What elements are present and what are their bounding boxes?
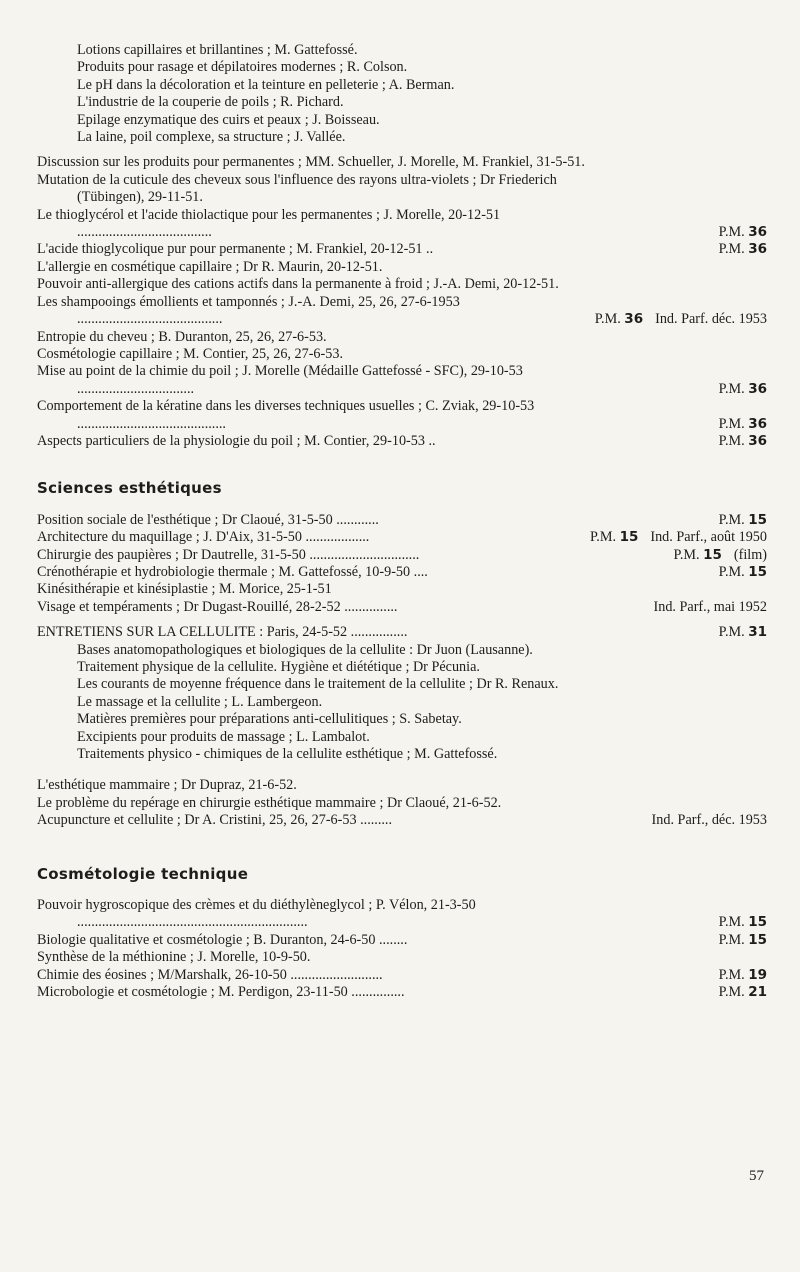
pm-label: P.M.	[718, 563, 749, 580]
entry-text: ENTRETIENS SUR LA CELLULITE : Paris, 24-5-52 ................	[37, 624, 408, 641]
entry-reference	[719, 433, 767, 450]
entry-reference	[719, 381, 767, 398]
entry-text: Acupuncture et cellulite ; Dr A. Cristini, 25, 26, 27-6-53 .........	[37, 812, 393, 829]
index-entry	[77, 659, 767, 676]
index-entry	[77, 112, 767, 129]
entry-text: Chirurgie des paupières ; Dr Dautrelle, 31-5-50 ...............................	[37, 546, 420, 563]
index-entry	[77, 729, 767, 746]
entry-text: Visage et tempéraments ; Dr Dugast-Rouillé, 28-2-52 ...............	[37, 598, 398, 615]
entry-reference	[719, 914, 767, 931]
pm-number: 15	[748, 511, 767, 528]
pm-label: P.M.	[718, 380, 749, 397]
index-entry	[77, 59, 767, 76]
index-entry	[37, 624, 767, 641]
index-entry	[37, 398, 767, 433]
entry-text: Synthèse de la méthionine ; J. Morelle, 10-9-50.	[37, 949, 311, 966]
entry-text: Bases anatomopathologiques et biologiques de la cellulite : Dr Juon (Lausanne).	[77, 641, 533, 658]
index-entry	[37, 547, 767, 564]
entry-reference	[640, 812, 767, 829]
spacer	[37, 616, 767, 624]
spacer	[37, 830, 767, 852]
pm-label: P.M.	[718, 415, 749, 432]
entry-reference	[674, 547, 767, 564]
entry-text: L'acide thioglycolique pur pour permanente ; M. Frankiel, 20-12-51 ..	[37, 241, 434, 258]
section-heading: Sciences esthétiques	[37, 479, 222, 498]
pm-number: 31	[748, 624, 767, 641]
index-entry	[37, 294, 767, 329]
entry-text: Chimie des éosines ; M/Marshalk, 26-10-50 ..........................	[37, 966, 383, 983]
entry-text: Les shampooings émollients et tamponnés ; J.-A. Demi, 25, 26, 27-6-1953 .........................................	[37, 293, 460, 328]
entry-text: Kinésithérapie et kinésiplastie ; M. Morice, 25-1-51	[37, 581, 332, 598]
pm-label: P.M.	[718, 432, 749, 449]
pm-number: 36	[748, 415, 767, 432]
entry-text: Architecture du maquillage ; J. D'Aix, 31-5-50 ..................	[37, 529, 370, 546]
index-entry	[37, 967, 767, 984]
entry-text: Traitements physico - chimiques de la cellulite esthétique ; M. Gattefossé.	[77, 746, 498, 763]
publication-reference: Ind. Parf. déc. 1953	[655, 311, 767, 328]
index-entry	[77, 42, 767, 59]
pm-number: 15	[748, 931, 767, 948]
entry-text: Aspects particuliers de la physiologie du poil ; M. Contier, 29-10-53 ..	[37, 432, 436, 449]
index-entry	[37, 984, 767, 1001]
index-entry	[37, 512, 767, 529]
index-entry	[37, 529, 767, 546]
index-entry	[77, 711, 767, 728]
pm-label: P.M.	[718, 914, 749, 931]
entry-reference	[719, 932, 767, 949]
index-entry	[37, 154, 767, 171]
entry-text: Pouvoir hygroscopique des crèmes et du diéthylèneglycol ; P. Vélon, 21-3-50 .................................................................	[37, 897, 476, 931]
entry-reference	[642, 599, 767, 616]
index-entry	[37, 433, 767, 450]
index-entry	[37, 276, 767, 293]
entry-text: Produits pour rasage et dépilatoires modernes ; R. Colson.	[77, 59, 408, 76]
spacer	[37, 883, 767, 897]
spacer	[37, 852, 767, 866]
pm-number: 15	[703, 546, 722, 563]
entry-text: Mise au point de la chimie du poil ; J. Morelle (Médaille Gattefossé - SFC), 29-10-53 .................................	[37, 363, 523, 397]
entry-text: Les courants de moyenne fréquence dans le traitement de la cellulite ; Dr R. Renaux.	[77, 676, 559, 693]
index-entry	[37, 172, 767, 207]
pm-label: P.M.	[718, 931, 749, 948]
pm-number: 15	[748, 563, 767, 580]
entry-reference	[590, 529, 767, 546]
index-column	[37, 42, 767, 1002]
pm-label: P.M.	[673, 546, 704, 563]
pm-label: P.M.	[718, 624, 749, 641]
pm-label: P.M.	[589, 529, 620, 546]
index-entry	[77, 77, 767, 94]
entry-text: Matières premières pour préparations anti-cellulitiques ; S. Sabetay.	[77, 711, 462, 728]
index-entry	[77, 694, 767, 711]
entry-text: Le massage et la cellulite ; L. Lambergeon.	[77, 693, 323, 710]
index-entry	[37, 346, 767, 363]
pm-label: P.M.	[594, 311, 625, 328]
pm-number: 15	[619, 529, 639, 546]
index-entry	[77, 129, 767, 146]
index-entry	[77, 676, 767, 693]
pm-number: 36	[748, 241, 767, 258]
index-entry	[37, 897, 767, 932]
spacer	[37, 763, 767, 777]
index-entry	[37, 932, 767, 949]
pm-label: P.M.	[718, 511, 749, 528]
index-entry	[37, 329, 767, 346]
entry-text: Comportement de la kératine dans les diverses techniques usuelles ; C. Zviak, 29-10-53 ..........................................	[37, 398, 535, 432]
entry-reference	[719, 984, 767, 1001]
entry-text: Crénothérapie et hydrobiologie thermale ; M. Gattefossé, 10-9-50 ....	[37, 563, 428, 580]
entry-text: Entropie du cheveu ; B. Duranton, 25, 26, 27-6-53.	[37, 328, 327, 345]
spacer	[37, 498, 767, 512]
entry-text: Cosmétologie capillaire ; M. Contier, 25, 26, 27-6-53.	[37, 345, 343, 362]
section-heading: Cosmétologie technique	[37, 864, 249, 883]
index-entry	[37, 564, 767, 581]
index-entry	[77, 746, 767, 763]
entry-reference	[719, 967, 767, 984]
entry-text: Epilage enzymatique des cuirs et peaux ; J. Boisseau.	[77, 111, 380, 128]
index-entry	[37, 599, 767, 616]
entry-text: Microbologie et cosmétologie ; M. Perdigon, 23-11-50 ...............	[37, 984, 405, 1001]
index-entry	[77, 94, 767, 111]
entry-reference	[719, 512, 767, 529]
pm-number: 36	[748, 380, 767, 397]
entry-text: Discussion sur les produits pour permanentes ; MM. Schueller, J. Morelle, M. Frankiel, 31-5-51.	[37, 154, 585, 171]
entry-text: L'industrie de la couperie de poils ; R. Pichard.	[77, 94, 344, 111]
entry-reference	[719, 624, 767, 641]
entry-text: Excipients pour produits de massage ; L. Lambalot.	[77, 728, 370, 745]
entry-reference	[719, 564, 767, 581]
entry-text: La laine, poil complexe, sa structure ; J. Vallée.	[77, 129, 346, 146]
pm-number: 15	[748, 914, 767, 931]
index-entry	[37, 777, 767, 794]
entry-text: Biologie qualitative et cosmétologie ; B. Duranton, 24-6-50 ........	[37, 931, 408, 948]
pm-number: 36	[624, 311, 644, 328]
entry-text: Le problème du repérage en chirurgie esthétique mammaire ; Dr Claoué, 21-6-52.	[37, 794, 502, 811]
pm-number: 36	[748, 432, 767, 449]
entry-text: Position sociale de l'esthétique ; Dr Claoué, 31-5-50 ............	[37, 511, 379, 528]
index-entry	[37, 949, 767, 966]
index-entry	[77, 642, 767, 659]
spacer	[37, 450, 767, 472]
pm-number: 36	[748, 224, 767, 241]
entry-text: Le pH dans la décoloration et la teinture en pelleterie ; A. Berman.	[77, 76, 455, 93]
entry-reference	[719, 224, 767, 241]
entry-text: Le thioglycérol et l'acide thiolactique pour les permanentes ; J. Morelle, 20-12-51 ......................................	[37, 206, 501, 241]
entry-text: Pouvoir anti-allergique des cations actifs dans la permanente à froid ; J.-A. Demi, 20-12-51.	[37, 276, 559, 293]
entry-text: Lotions capillaires et brillantines ; M. Gattefossé.	[77, 42, 358, 58]
entry-reference	[719, 241, 767, 258]
pm-label: P.M.	[718, 224, 749, 241]
entry-text: Traitement physique de la cellulite. Hygiène et diététique ; Dr Pécunia.	[77, 659, 480, 675]
index-entry	[37, 795, 767, 812]
index-entry	[37, 581, 767, 598]
publication-reference: Ind. Parf., déc. 1953	[651, 812, 767, 829]
page-number: 57	[749, 1168, 764, 1184]
spacer	[37, 146, 767, 154]
index-entry	[37, 241, 767, 258]
index-entry	[37, 259, 767, 276]
entry-reference	[595, 311, 767, 328]
publication-reference: (film)	[733, 546, 767, 563]
index-entry	[37, 812, 767, 829]
publication-reference: Ind. Parf., août 1950	[650, 529, 767, 546]
entry-text: L'esthétique mammaire ; Dr Dupraz, 21-6-52.	[37, 777, 297, 794]
pm-label: P.M.	[718, 241, 749, 258]
pm-number: 21	[748, 984, 767, 1001]
index-entry	[37, 207, 767, 242]
entry-text: Mutation de la cuticule des cheveux sous l'influence des rayons ultra-violets ; Dr Friederich (Tübingen), 29-11-51.	[37, 171, 557, 206]
entry-text: L'allergie en cosmétique capillaire ; Dr R. Maurin, 20-12-51.	[37, 258, 383, 275]
pm-label: P.M.	[718, 966, 749, 983]
index-entry	[37, 363, 767, 398]
pm-label: P.M.	[718, 984, 749, 1001]
pm-number: 19	[748, 966, 767, 983]
publication-reference: Ind. Parf., mai 1952	[653, 598, 767, 615]
entry-reference	[719, 416, 767, 433]
